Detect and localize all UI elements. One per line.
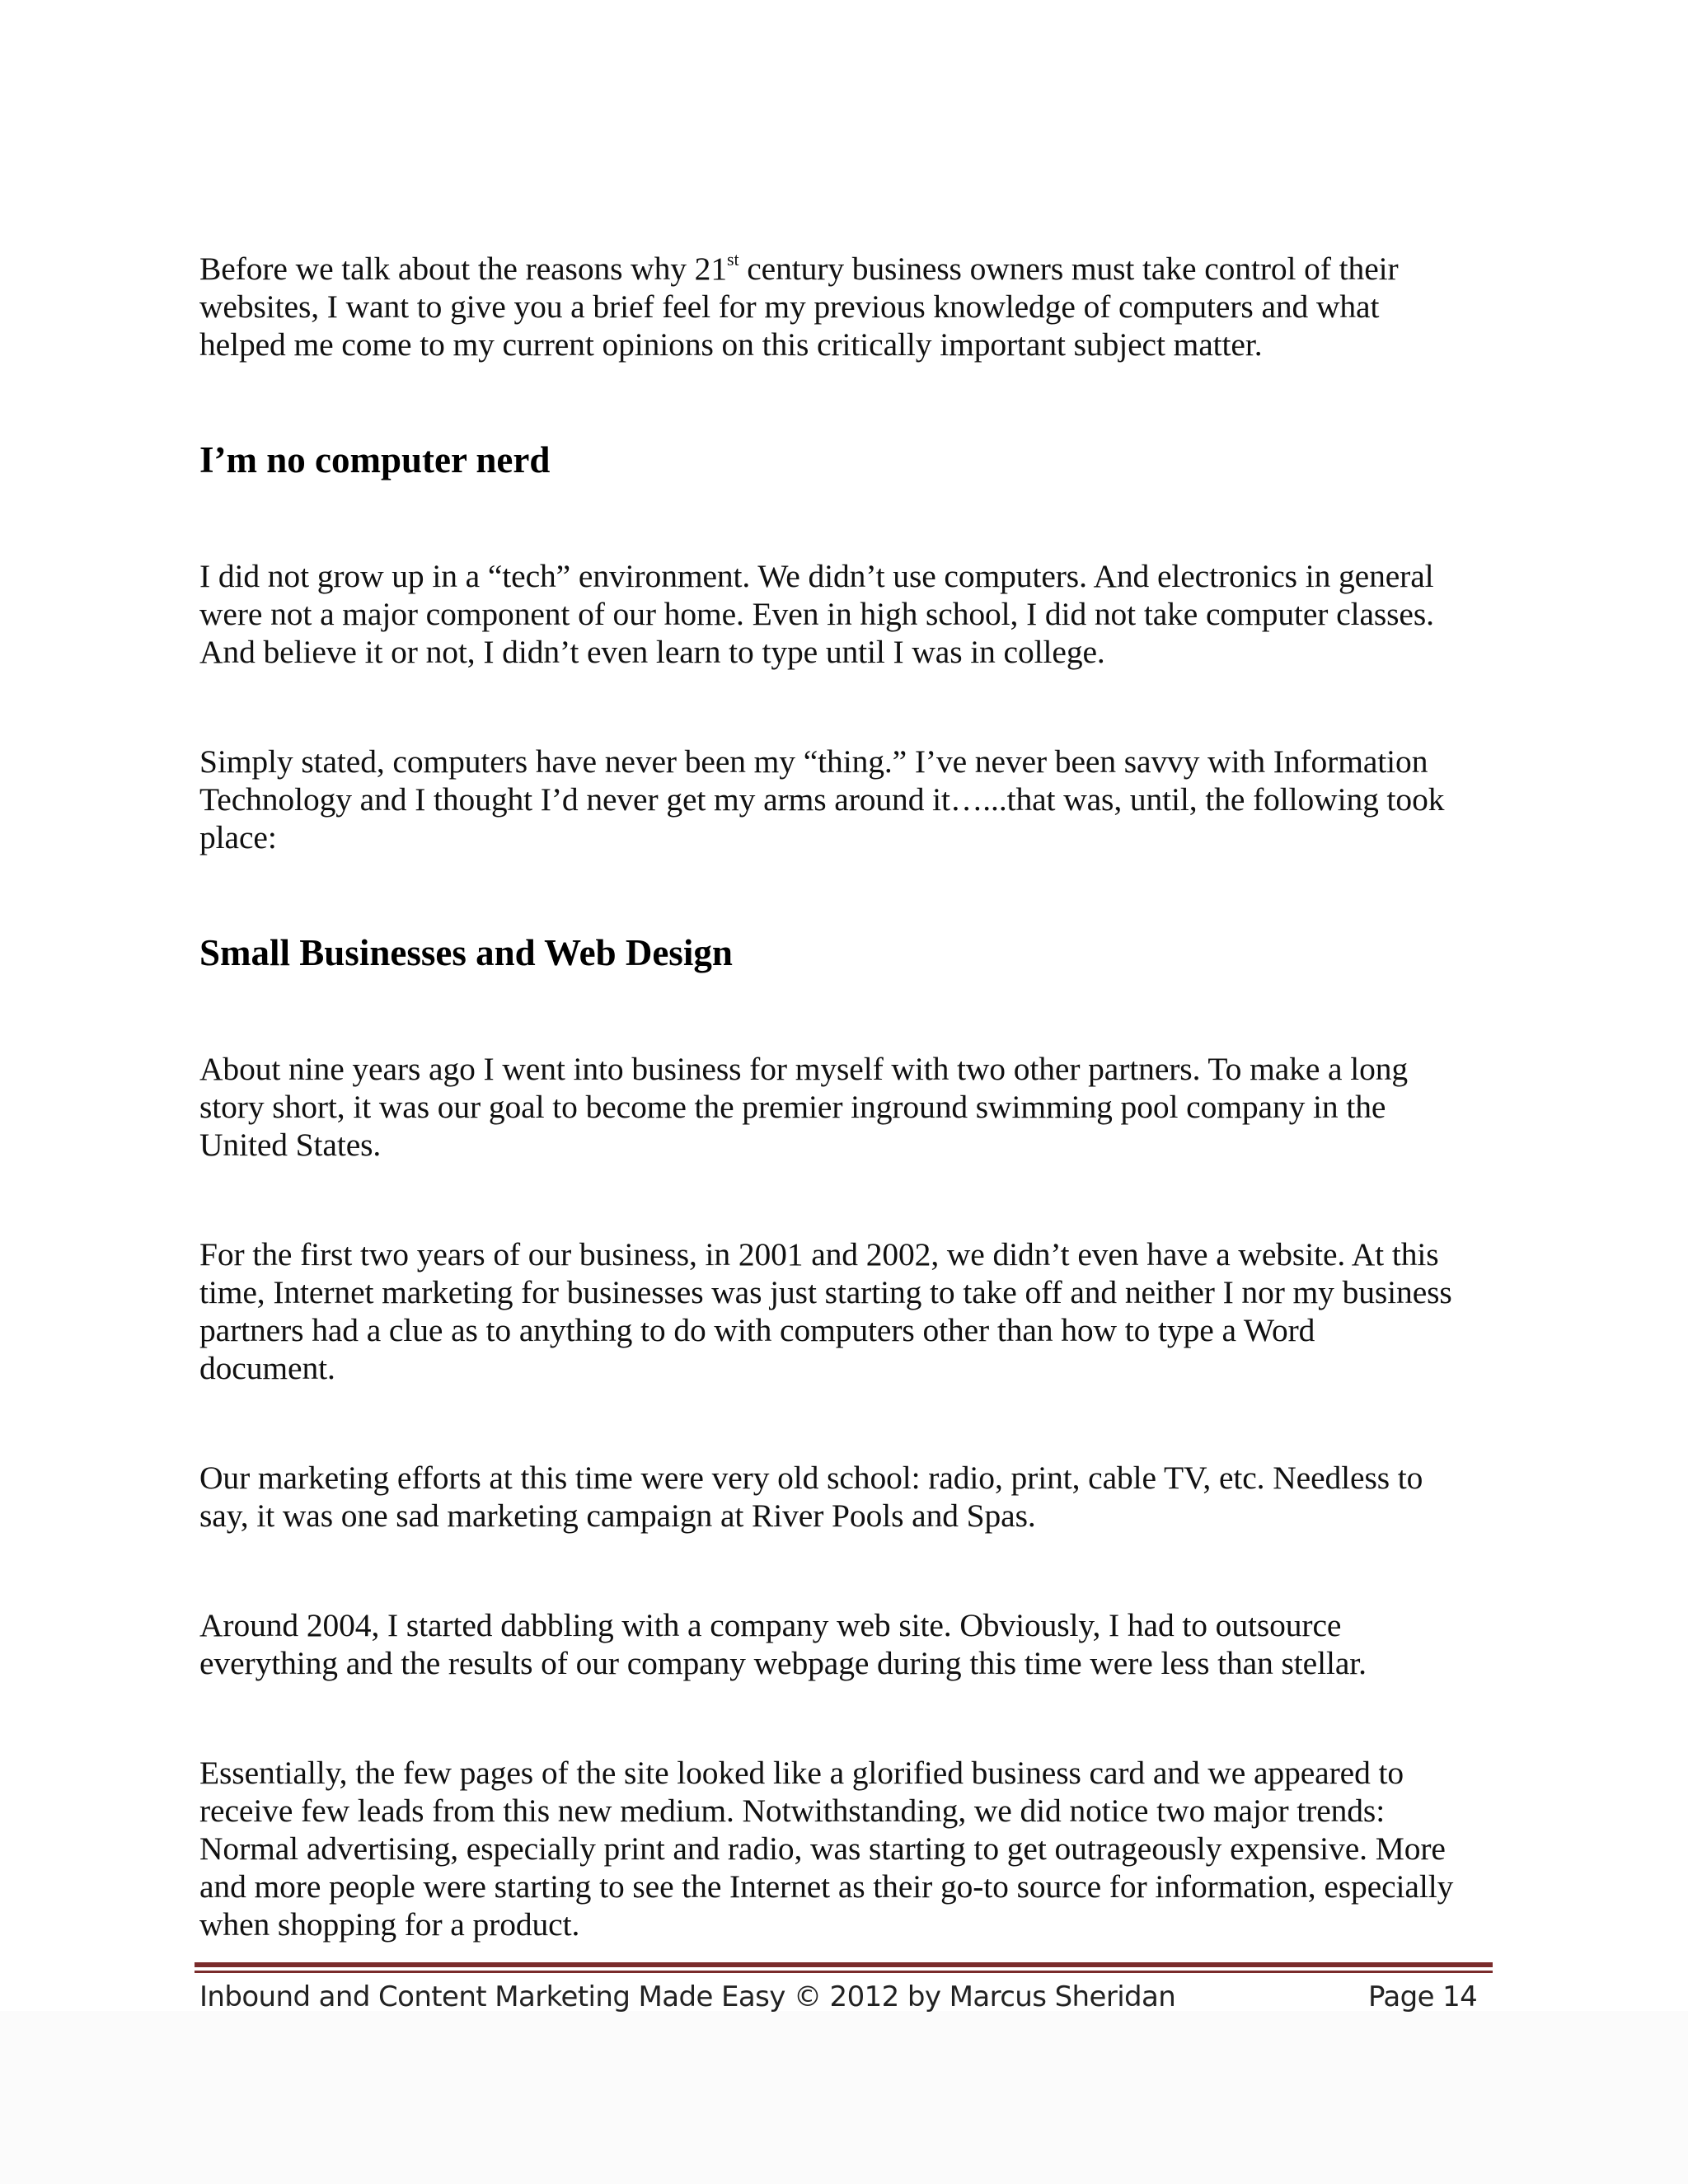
paragraph-line: and more people were starting to see the Internet as their go-to source for information, especially — [199, 1868, 1454, 1905]
footer-divider-thick — [195, 1962, 1493, 1967]
body-paragraph — [199, 557, 1434, 671]
paragraph-line: Simply stated, computers have never been my “thing.” I’ve never been savvy with Information — [199, 743, 1428, 780]
paragraph-line: I did not grow up in a “tech” environment. We didn’t use computers. And electronics in general — [199, 558, 1434, 594]
body-paragraph — [199, 1235, 1452, 1387]
intro-line-1-text: Before we talk about the reasons why 21 — [199, 251, 727, 287]
paragraph-line: everything and the results of our company webpage during this time were less than stellar. — [199, 1645, 1367, 1681]
paragraph-line: United States. — [199, 1127, 382, 1163]
body-paragraph — [199, 743, 1444, 856]
intro-paragraph — [199, 250, 1399, 363]
paragraph-line: Technology and I thought I’d never get my arms around it…...that was, until, the following took — [199, 781, 1445, 818]
section-heading: I’m no computer nerd — [199, 439, 551, 480]
footer-title: Inbound and Content Marketing Made Easy © 2012 by Marcus Sheridan — [199, 1980, 1176, 2013]
page-number: Page 14 — [1368, 1980, 1478, 2013]
page-bottom-area — [0, 2011, 1688, 2184]
paragraph-line: Essentially, the few pages of the site looked like a glorified business card and we appeared to — [199, 1755, 1404, 1791]
paragraph-line: For the first two years of our business, in 2001 and 2002, we didn’t even have a website. At this — [199, 1236, 1439, 1272]
paragraph-line: And believe it or not, I didn’t even learn to type until I was in college. — [199, 634, 1105, 670]
body-paragraph — [199, 1459, 1423, 1535]
intro-line-3: helped me come to my current opinions on this critically important subject matter. — [199, 326, 1263, 363]
body-paragraph — [199, 1606, 1367, 1682]
paragraph-line: place: — [199, 819, 277, 855]
intro-line-1 — [199, 250, 1399, 288]
paragraph-line: Normal advertising, especially print and radio, was starting to get outrageously expensive. More — [199, 1830, 1446, 1867]
paragraph-line: About nine years ago I went into business for myself with two other partners. To make a long — [199, 1051, 1409, 1087]
paragraph-line: partners had a clue as to anything to do with computers other than how to type a Word — [199, 1312, 1315, 1348]
paragraph-line: Around 2004, I started dabbling with a company web site. Obviously, I had to outsource — [199, 1607, 1342, 1643]
ordinal-superscript: st — [726, 249, 739, 269]
body-paragraph — [199, 1050, 1408, 1164]
paragraph-line: Our marketing efforts at this time were very old school: radio, print, cable TV, etc. Needless to — [199, 1460, 1423, 1496]
paragraph-line: receive few leads from this new medium. Notwithstanding, we did notice two major trends: — [199, 1793, 1386, 1829]
paragraph-line: story short, it was our goal to become the premier inground swimming pool company in the — [199, 1089, 1386, 1125]
paragraph-line: say, it was one sad marketing campaign at River Pools and Spas. — [199, 1497, 1036, 1534]
body-paragraph — [199, 1754, 1453, 1943]
section-heading: Small Businesses and Web Design — [199, 932, 733, 973]
intro-line-1-rest: century business owners must take control of their — [738, 251, 1399, 287]
paragraph-line: document. — [199, 1350, 335, 1386]
paragraph-line: when shopping for a product. — [199, 1906, 580, 1943]
paragraph-line: time, Internet marketing for businesses was just starting to take off and neither I nor my business — [199, 1274, 1452, 1310]
intro-line-2: websites, I want to give you a brief feel for my previous knowledge of computers and what — [199, 288, 1380, 325]
footer-divider-thin — [195, 1971, 1493, 1973]
paragraph-line: were not a major component of our home. Even in high school, I did not take computer classes. — [199, 596, 1434, 632]
